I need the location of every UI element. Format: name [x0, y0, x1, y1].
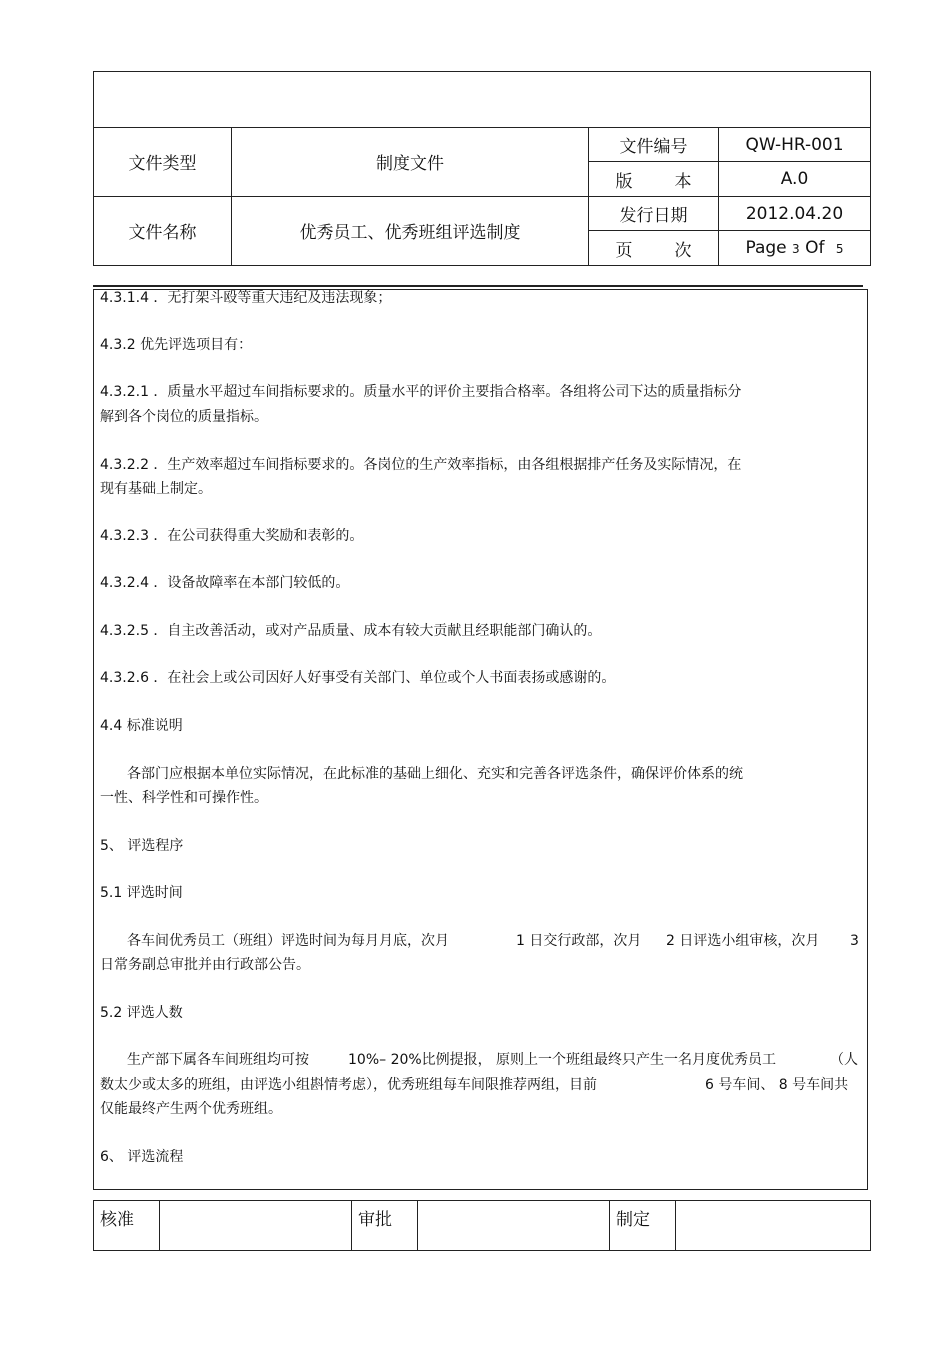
section-5-2: 5.2 评选人数: [100, 1005, 183, 1021]
clause-4-3-1-4: 4.3.1.4 ．无打架斗殴等重大违纪及违法现象；: [100, 290, 392, 306]
count-line1-part2: 10%– 20%比例提报，: [348, 1052, 492, 1068]
clause-4-3-2-1-line1: 4.3.2.1 ．质量水平超过车间指标要求的。质量水平的评价主要指合格率。各组将公司下达的质量指标分: [100, 384, 742, 400]
standard-desc-line2: 一性、科学性和可操作性。: [100, 790, 268, 806]
page-total: 5: [835, 242, 844, 257]
page-label-1: 页: [615, 240, 633, 261]
timing-line1-part2: 1 日交行政部，次月: [516, 933, 642, 949]
timing-line2: 日常务副总审批并由行政部公告。: [100, 957, 310, 973]
clause-4-3-2: 4.3.2 优先评选项目有：: [100, 337, 253, 353]
page-label: [589, 231, 719, 266]
page-number: [719, 231, 871, 266]
review-label: 审批: [352, 1201, 418, 1251]
issue-date-label: 发行日期: [589, 196, 719, 231]
doc-no-value: QW-HR-001: [719, 127, 871, 162]
version-value: A.0: [719, 162, 871, 197]
doc-name-value: 优秀员工、优秀班组评选制度: [232, 196, 589, 265]
doc-name-label: 文件名称: [94, 196, 232, 265]
clause-4-3-2-6: 4.3.2.6 ．在社会上或公司因好人好事受有关部门、单位或个人书面表扬或感谢的。: [100, 670, 616, 686]
clause-4-3-2-4: 4.3.2.4 ．设备故障率在本部门较低的。: [100, 575, 350, 591]
version-label-1: 版: [615, 171, 633, 192]
draft-signature-field[interactable]: [676, 1201, 871, 1251]
header-blank-row: [94, 72, 871, 128]
issue-date-value: 2012.04.20: [719, 196, 871, 231]
clause-4-3-2-3: 4.3.2.3 ．在公司获得重大奖励和表彰的。: [100, 528, 364, 544]
page-label-2: 次: [674, 240, 692, 261]
doc-type-value: 制度文件: [232, 127, 589, 196]
clause-4-3-2-1-line2: 解到各个岗位的质量指标。: [100, 409, 268, 425]
count-line1-part4: （人: [830, 1052, 858, 1068]
page-of: Of: [805, 238, 825, 259]
section-6: 6、 评选流程: [100, 1149, 184, 1165]
count-line3: 仅能最终产生两个优秀班组。: [100, 1101, 282, 1117]
document-header-table: [93, 71, 871, 266]
count-line1-part1: 生产部下属各车间班组均可按: [127, 1052, 309, 1068]
clause-4-3-2-2-line1: 4.3.2.2 ．生产效率超过车间指标要求的。各岗位的生产效率指标，由各组根据排产任务及实际情况，在: [100, 457, 742, 473]
version-label-2: 本: [674, 171, 692, 192]
standard-desc-line1: 各部门应根据本单位实际情况，在此标准的基础上细化、充实和完善各评选条件，确保评价体系的统: [127, 766, 743, 782]
page-word: Page: [745, 238, 787, 259]
section-5-1: 5.1 评选时间: [100, 885, 183, 901]
page-current: 3: [792, 242, 800, 257]
clause-4-3-2-5: 4.3.2.5 ．自主改善活动，或对产品质量、成本有较大贡献且经职能部门确认的。: [100, 623, 602, 639]
timing-line1-part3: 2 日评选小组审核，次月: [666, 933, 820, 949]
signature-table: [93, 1200, 871, 1251]
count-line1-part3: 原则上一个班组最终只产生一名月度优秀员工: [496, 1052, 776, 1068]
section-5: 5、 评选程序: [100, 838, 184, 854]
draft-label: 制定: [610, 1201, 676, 1251]
doc-type-label: 文件类型: [94, 127, 232, 196]
clause-4-3-2-2-line2: 现有基础上制定。: [100, 481, 212, 497]
section-4-4: 4.4 标准说明: [100, 718, 183, 734]
timing-line1-part1: 各车间优秀员工（班组）评选时间为每月月底，次月: [127, 933, 449, 949]
version-label: [589, 162, 719, 197]
approve-signature-field[interactable]: [160, 1201, 352, 1251]
count-line2-part1: 数太少或太多的班组，由评选小组斟情考虑），优秀班组每车间限推荐两组，目前: [100, 1077, 597, 1093]
header-divider: [93, 285, 863, 287]
count-line2-part2: 6 号车间、 8 号车间共: [705, 1077, 849, 1093]
approve-label: 核准: [94, 1201, 160, 1251]
review-signature-field[interactable]: [418, 1201, 610, 1251]
doc-no-label: 文件编号: [589, 127, 719, 162]
timing-line1-part4: 3: [850, 933, 859, 949]
